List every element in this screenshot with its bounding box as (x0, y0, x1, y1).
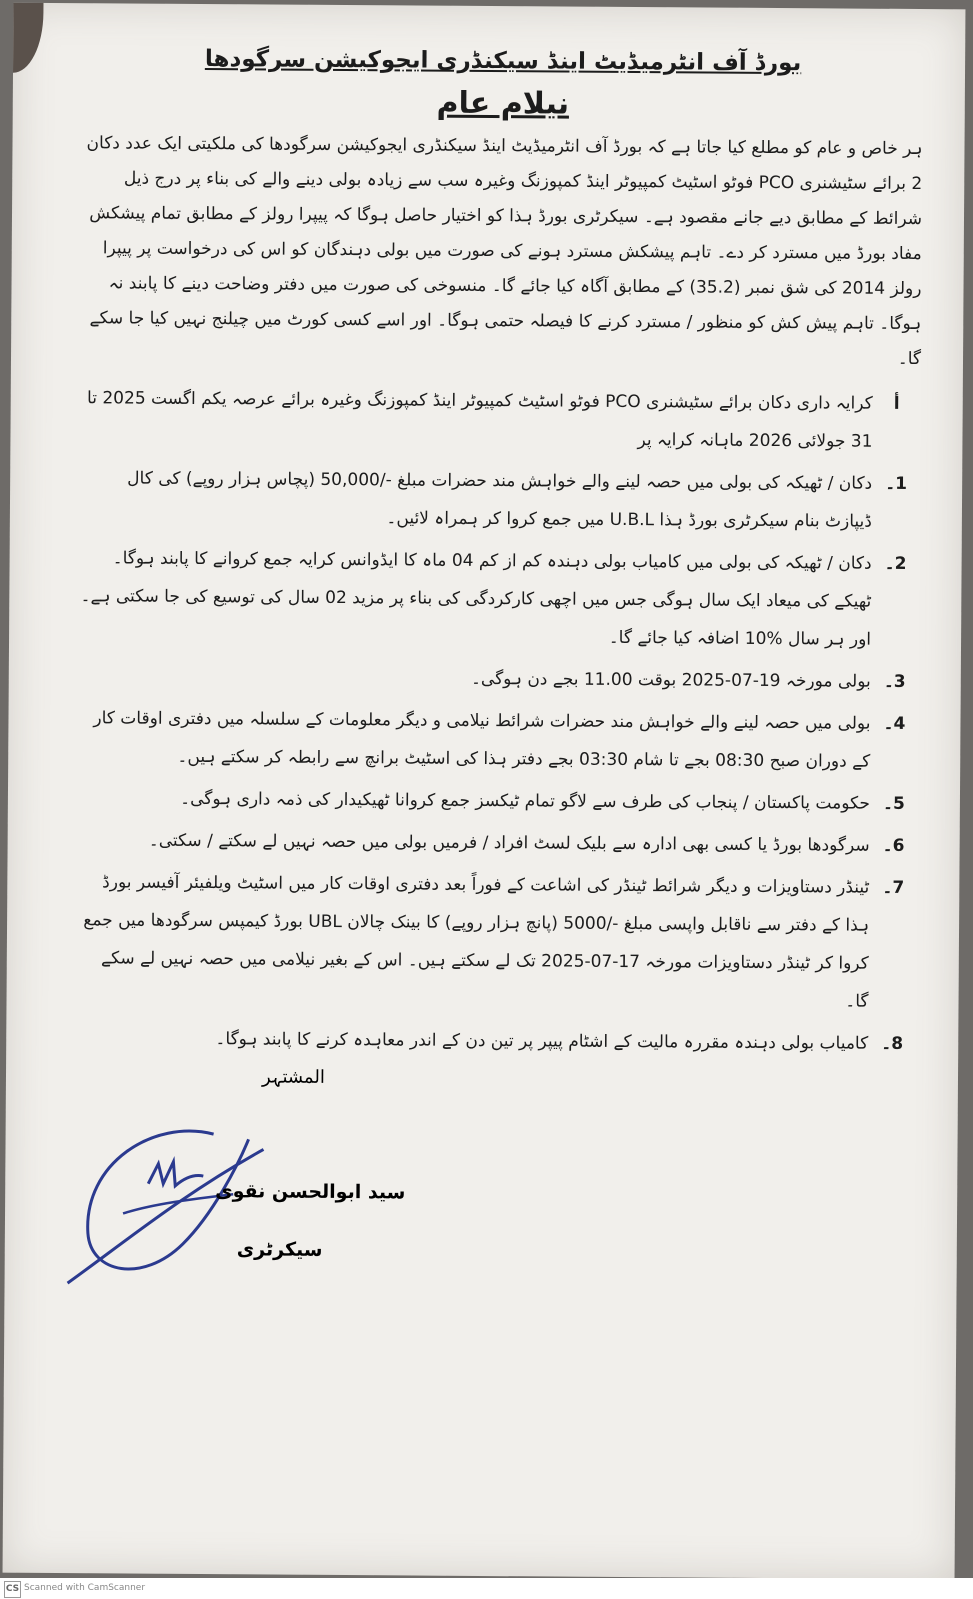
advertiser-label: المشتہر (261, 1066, 325, 1088)
term-item (80, 379, 921, 461)
term-text: بولی مورخہ 19-07-2025 بوقت 11.00 بجے دن ہوگی۔ (470, 668, 871, 692)
torn-corner (13, 3, 43, 73)
term-text: بولی میں حصہ لینے والے خواہش مند حضرات شرائط نیلامی و دیگر معلومات کے سلسلہ میں دفتری اوقات کار کے دوران صبح 08:30 بجے تا شام 03:30 بجے دفتر ہذا کی اسٹیٹ برانچ سے رابطہ کر سکتے ہیں۔ (93, 708, 871, 772)
term-item (80, 459, 921, 541)
signature-scribble (62, 1123, 273, 1294)
term-item (78, 779, 918, 823)
term-number: 4۔ (883, 713, 906, 734)
term-number: أ (893, 393, 900, 414)
term-item (79, 657, 919, 701)
board-name: بورڈ آف انٹرمیڈیٹ اینڈ سیکنڈری ایجوکیشن سرگودھا (204, 46, 802, 77)
term-text: کامیاب بولی دہندہ مقررہ مالیت کے اشٹام پیپر پر تین دن کے اندر معاہدہ کرنے کا پابند ہوگا۔ (215, 1029, 869, 1054)
term-item (78, 699, 919, 781)
signer-title: سیکرٹری (236, 1238, 323, 1261)
term-number: 3۔ (883, 671, 906, 692)
term-number: 2۔ (884, 553, 907, 574)
document-page (3, 3, 966, 1580)
term-text: دکان / ٹھیکہ کی بولی میں حصہ لینے والے خواہش مند حضرات مبلغ -/50,000 (پچاس ہزار روپے) کی کال ڈیپازٹ بنام سیکرٹری بورڈ ہذا U.B.L میں جمع کروا کر ہمراہ لائیں۔ (127, 468, 873, 532)
camscanner-logo-icon: CS (4, 1581, 21, 1598)
term-text: سرگودھا بورڈ یا کسی بھی ادارہ سے بلیک لسٹ افراد / فرمیں بولی میں حصہ نہیں لے سکتے / سکتی۔ (148, 830, 870, 856)
term-number: 7۔ (882, 877, 905, 898)
term-item (78, 821, 918, 865)
term-item (79, 539, 920, 659)
term-number: 5۔ (882, 793, 905, 814)
scanner-footer (0, 1578, 973, 1599)
notice-body (76, 37, 923, 1067)
term-text: حکومت پاکستان / پنجاب کی طرف سے لاگو تمام ٹیکسز جمع کروانا ٹھیکیدار کی ذمہ داری ہوگی۔ (180, 788, 870, 814)
intro-paragraph: ہر خاص و عام کو مطلع کیا جاتا ہے کہ بورڈ آف انٹرمیڈیٹ اینڈ سیکنڈری ایجوکیشن سرگودھا کی ملکیتی ایک عدد دکان 2 برائے سٹیشنری PCO فوٹو اسٹیٹ کمپیوٹر اینڈ کمپوزنگ وغیرہ سب سے زیادہ بولی دینے والے کی بناء پر درج ذیل شرائط کے مطابق دیے جانے مقصود ہے۔ سیکرٹری بورڈ ہذا کو اختیار حاصل ہوگا کہ پیپرا رولز کے مطابق تمام پیشکش مفاد بورڈ میں مسترد کر دے۔ تاہم پیشکش مسترد ہونے کی صورت میں بولی دہندگان کو اس کی درخواست پر پیپرا رولز 2014 کی شق نمبر (35.2) کے مطابق آگاہ کیا جائے گا۔ منسوخی کی صورت میں دفتر وضاحت دینے کا پابند نہ ہوگا۔ تاہم پیش کش کو منظور / مسترد کرنے کا فیصلہ حتمی ہوگا۔ اور اسے کسی کورٹ میں چیلنج نہیں کیا جا سکے گا۔ (86, 133, 923, 370)
term-number: 6۔ (882, 835, 905, 856)
term-number: 1۔ (885, 473, 908, 494)
term-number: 8۔ (881, 1033, 904, 1054)
term-item (76, 863, 917, 1021)
term-item (76, 1019, 916, 1063)
term-text: ٹینڈر دستاویزات و دیگر شرائط ٹینڈر کی اشاعت کے فوراً بعد دفتری اوقات کار میں اسٹیٹ ویلفیئر آفیسر بورڈ ہذا کے دفتر سے ناقابل واپسی مبلغ -/5000 (پانچ ہزار روپے) کا بینک چالان UBL بورڈ کیمپس سرگودھا میں جمع کروا کر ٹینڈر دستاویزات مورخہ 17-07-2025 تک لے سکتے ہیں۔ اس کے بغیر نیلامی میں حصہ نہیں لے سکے گا۔ (83, 872, 870, 1012)
term-text: کرایہ داری دکان برائے سٹیشنری PCO فوٹو اسٹیٹ کمپیوٹر اینڈ کمپوزنگ وغیرہ برائے عرصہ یکم اگست 2025 تا 31 جولائی 2026 ماہانہ کرایہ پر (87, 388, 873, 452)
signer-name: سید ابوالحسن نقوی (215, 1180, 406, 1204)
scanner-watermark: Scanned with CamScanner (24, 1583, 146, 1593)
term-text: دکان / ٹھیکہ کی بولی میں کامیاب بولی دہندہ کم از کم 04 ماہ کا ایڈوانس کرایہ جمع کروانے کا پابند ہوگا۔ ٹھیکے کی میعاد ایک سال ہوگی جس میں اچھی کارکردگی کی بناء پر مزید 02 سال کی توسیع کی جا سکتی ہے۔ اور ہر سال %10 اضافہ کیا جائے گا۔ (80, 548, 872, 650)
notice-title: نیلام عام (436, 85, 570, 122)
